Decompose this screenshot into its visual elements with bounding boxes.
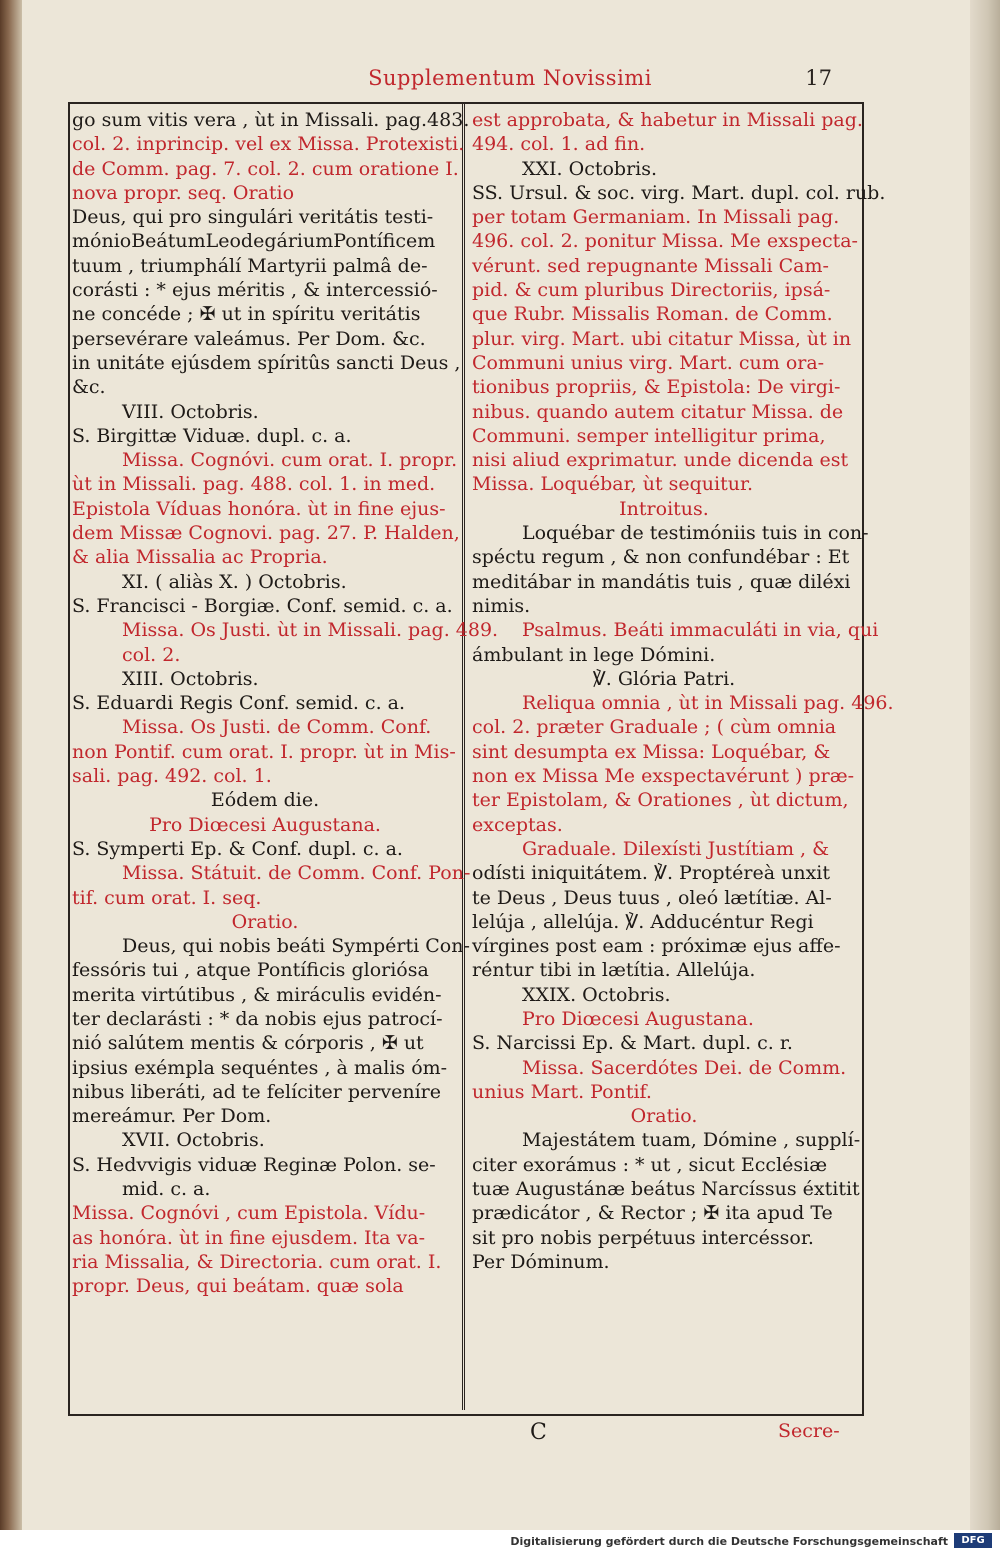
text-line: S. Narcissi Ep. & Mart. dupl. c. r. bbox=[472, 1032, 793, 1055]
text-line: tif. cum orat. I. seq. bbox=[72, 886, 262, 909]
page-fore-edge bbox=[970, 0, 1000, 1530]
funding-note: Digitalisierung gefördert durch die Deutsche Forschungsgemeinschaft bbox=[510, 1535, 948, 1548]
text-line: exceptas. bbox=[472, 813, 563, 836]
text-line: Missa. Cognóvi. cum orat. I. propr. bbox=[122, 449, 458, 472]
text-line: propr. Deus, qui beátam. quæ sola bbox=[72, 1275, 404, 1298]
text-line: Per Dóminum. bbox=[472, 1250, 610, 1273]
text-line: nisi aliud exprimatur. unde dicenda est bbox=[472, 449, 849, 472]
text-line: Missa. Os Justi. de Comm. Conf. bbox=[122, 716, 432, 739]
text-line: merita virtútibus , & miráculis evidén- bbox=[72, 983, 442, 1006]
text-line: vírgines post eam : próximæ ejus affe- bbox=[472, 935, 841, 958]
text-line: tuum , triumphálí Martyrii palmâ de- bbox=[72, 254, 428, 277]
text-line: col. 2. bbox=[122, 643, 181, 666]
text-line: go sum vitis vera , ùt in Missali. pag.483. bbox=[72, 109, 470, 131]
text-line: citer exorámus : * ut , sicut Ecclésiæ bbox=[472, 1153, 828, 1176]
text-line: tionibus propriis, & Epistola: De virgi- bbox=[472, 376, 841, 399]
text-line: XXIX. Octobris. bbox=[522, 983, 671, 1006]
signature-mark: C bbox=[530, 1420, 547, 1445]
text-line: sint desumpta ex Missa: Loquébar, & bbox=[472, 740, 831, 763]
text-line: Reliqua omnia , ùt in Missali pag. 496. bbox=[522, 692, 894, 715]
text-line: ℣. Glória Patri. bbox=[592, 667, 736, 690]
text-line: Pro Diœcesi Augustana. bbox=[522, 1007, 754, 1030]
text-line: 494. col. 1. ad fin. bbox=[472, 133, 646, 156]
text-line: mid. c. a. bbox=[122, 1178, 211, 1201]
text-line: in unitáte ejúsdem spíritûs sancti Deus , bbox=[72, 351, 461, 374]
text-line: S. Symperti Ep. & Conf. dupl. c. a. bbox=[72, 837, 403, 860]
text-line: plur. virg. Mart. ubi citatur Missa, ùt in bbox=[472, 327, 852, 350]
text-line: ùt in Missali. pag. 488. col. 1. in med. bbox=[72, 473, 436, 496]
text-line: fessóris tui , atque Pontíficis gloriósa bbox=[72, 959, 429, 982]
text-line: col. 2. præter Graduale ; ( cùm omnia bbox=[472, 716, 837, 739]
text-line: corásti : * ejus méritis , & intercessió- bbox=[72, 279, 438, 302]
text-line: Oratio. bbox=[231, 910, 299, 933]
text-line: vérunt. sed repugnante Missali Cam- bbox=[472, 254, 829, 277]
text-line: VIII. Octobris. bbox=[122, 400, 259, 423]
page-header bbox=[70, 62, 860, 98]
text-line: ria Missalia, & Directoria. cum orat. I. bbox=[72, 1250, 442, 1273]
text-line: as honóra. ùt in fine ejusdem. Ita va- bbox=[72, 1226, 426, 1249]
left-column bbox=[72, 108, 499, 1299]
text-line: nibus. quando autem citatur Missa. de bbox=[472, 400, 844, 423]
text-line: XVII. Octobris. bbox=[122, 1129, 265, 1152]
running-title: Supplementum Novissimi bbox=[368, 66, 652, 90]
text-line: Oratio. bbox=[630, 1105, 698, 1128]
text-line: nibus liberáti, ad te felíciter perveníre bbox=[72, 1080, 441, 1103]
text-line: Introitus. bbox=[619, 497, 709, 520]
text-line: ámbulant in lege Dómini. bbox=[472, 643, 716, 666]
catchword: Secre- bbox=[778, 1420, 840, 1442]
text-line: Epistola Víduas honóra. ùt in fine ejus- bbox=[72, 497, 446, 520]
text-line: sali. pag. 492. col. 1. bbox=[72, 765, 272, 788]
text-line: Eódem die. bbox=[210, 789, 320, 812]
text-line: XI. ( aliàs X. ) Octobris. bbox=[122, 570, 347, 593]
text-line: nimis. bbox=[472, 594, 531, 617]
text-line: Graduale. Dilexísti Justítiam , & bbox=[522, 837, 830, 860]
text-line: Psalmus. Beáti immaculáti in via, qui bbox=[522, 619, 879, 642]
text-line: &c. bbox=[72, 376, 106, 399]
text-line: nova propr. seq. Oratio bbox=[72, 181, 295, 204]
text-line: réntur tibi in lætítia. Allelúja. bbox=[472, 959, 756, 982]
text-line: Missa. Státuit. de Comm. Conf. Pon- bbox=[122, 862, 471, 885]
text-line: XXI. Octobris. bbox=[522, 157, 658, 180]
text-line: nió salútem mentis & córporis , ✠ ut bbox=[72, 1032, 424, 1055]
text-line: est approbata, & habetur in Missali pag. bbox=[472, 109, 863, 131]
text-line: Missa. Loquébar, ùt sequitur. bbox=[472, 473, 753, 496]
text-line: col. 2. inprincip. vel ex Missa. Protexisti. bbox=[72, 133, 465, 156]
text-line: unius Mart. Pontif. bbox=[472, 1080, 652, 1103]
text-line: Missa. Sacerdótes Dei. de Comm. bbox=[522, 1056, 847, 1079]
text-line: S. Francisci - Borgiæ. Conf. semid. c. a. bbox=[72, 594, 453, 617]
text-line: odísti iniquitátem. ℣. Proptéreà unxit bbox=[472, 862, 831, 885]
right-column bbox=[472, 108, 894, 1274]
text-line: ter Epistolam, & Orationes , ùt dictum, bbox=[472, 789, 849, 812]
text-line: S. Birgittæ Viduæ. dupl. c. a. bbox=[72, 424, 352, 447]
text-line: & alia Missalia ac Propria. bbox=[72, 546, 328, 569]
text-line: S. Eduardi Regis Conf. semid. c. a. bbox=[72, 692, 406, 715]
text-line: dem Missæ Cognovi. pag. 27. P. Halden, bbox=[72, 522, 460, 545]
text-line: Communi unius virg. Mart. cum ora- bbox=[472, 351, 825, 374]
column-divider bbox=[462, 104, 465, 1410]
dfg-logo: DFG bbox=[954, 1533, 992, 1548]
text-line: persevérare valeámus. Per Dom. &c. bbox=[72, 327, 426, 350]
text-line: non Pontif. cum orat. I. propr. ùt in Mis- bbox=[72, 740, 456, 763]
text-line: Loquébar de testimóniis tuis in con- bbox=[522, 522, 869, 545]
text-line: Deus, qui nobis beáti Sympérti Con- bbox=[122, 935, 470, 958]
text-line: pid. & cum pluribus Directoriis, ipsá- bbox=[472, 279, 831, 302]
text-line: Deus, qui pro singulári veritátis testi- bbox=[72, 206, 434, 229]
text-line: prædicátor , & Rector ; ✠ ita apud Te bbox=[472, 1202, 833, 1225]
text-line: mereámur. Per Dom. bbox=[72, 1105, 272, 1128]
text-line: de Comm. pag. 7. col. 2. cum oratione I. bbox=[72, 157, 459, 180]
text-line: per totam Germaniam. In Missali pag. bbox=[472, 206, 840, 229]
text-line: S. Hedvvigis viduæ Reginæ Polon. se- bbox=[72, 1153, 436, 1176]
text-line: mónioBeátumLeodegáriumPontíficem bbox=[72, 230, 436, 253]
text-line: que Rubr. Missalis Roman. de Comm. bbox=[472, 303, 833, 326]
text-line: sit pro nobis perpétuus intercéssor. bbox=[472, 1226, 814, 1249]
text-line: Missa. Cognóvi , cum Epistola. Vídu- bbox=[72, 1202, 426, 1225]
text-line: Communi. semper intelligitur prima, bbox=[472, 424, 826, 447]
text-line: Missa. Os Justi. ùt in Missali. pag. 489. bbox=[122, 619, 499, 642]
text-line: non ex Missa Me exspectavérunt ) præ- bbox=[472, 765, 854, 788]
text-line: lelúja , allelúja. ℣. Adducéntur Regi bbox=[472, 910, 814, 933]
text-line: ne concéde ; ✠ ut in spíritu veritátis bbox=[72, 303, 421, 326]
text-line: Pro Diœcesi Augustana. bbox=[149, 813, 381, 836]
text-line: te Deus , Deus tuus , oleó lætítiæ. Al- bbox=[472, 886, 832, 909]
text-line: SS. Ursul. & soc. virg. Mart. dupl. col. rub. bbox=[472, 181, 886, 204]
text-line: meditábar in mandátis tuis , quæ diléxi bbox=[472, 570, 851, 593]
book-spine-edge bbox=[0, 0, 22, 1530]
text-line: ter declarásti : * da nobis ejus patrocí- bbox=[72, 1007, 443, 1030]
text-line: spéctu regum , & non confundébar : Et bbox=[472, 546, 850, 569]
text-line: ipsius exémpla sequéntes , à malis óm- bbox=[72, 1056, 448, 1079]
text-line: tuæ Augustánæ beátus Narcíssus éxtitit bbox=[472, 1178, 860, 1201]
page-number: 17 bbox=[805, 66, 832, 90]
text-line: Majestátem tuam, Dómine , supplí- bbox=[522, 1129, 861, 1152]
text-line: XIII. Octobris. bbox=[122, 667, 259, 690]
text-line: 496. col. 2. ponitur Missa. Me exspecta- bbox=[472, 230, 858, 253]
